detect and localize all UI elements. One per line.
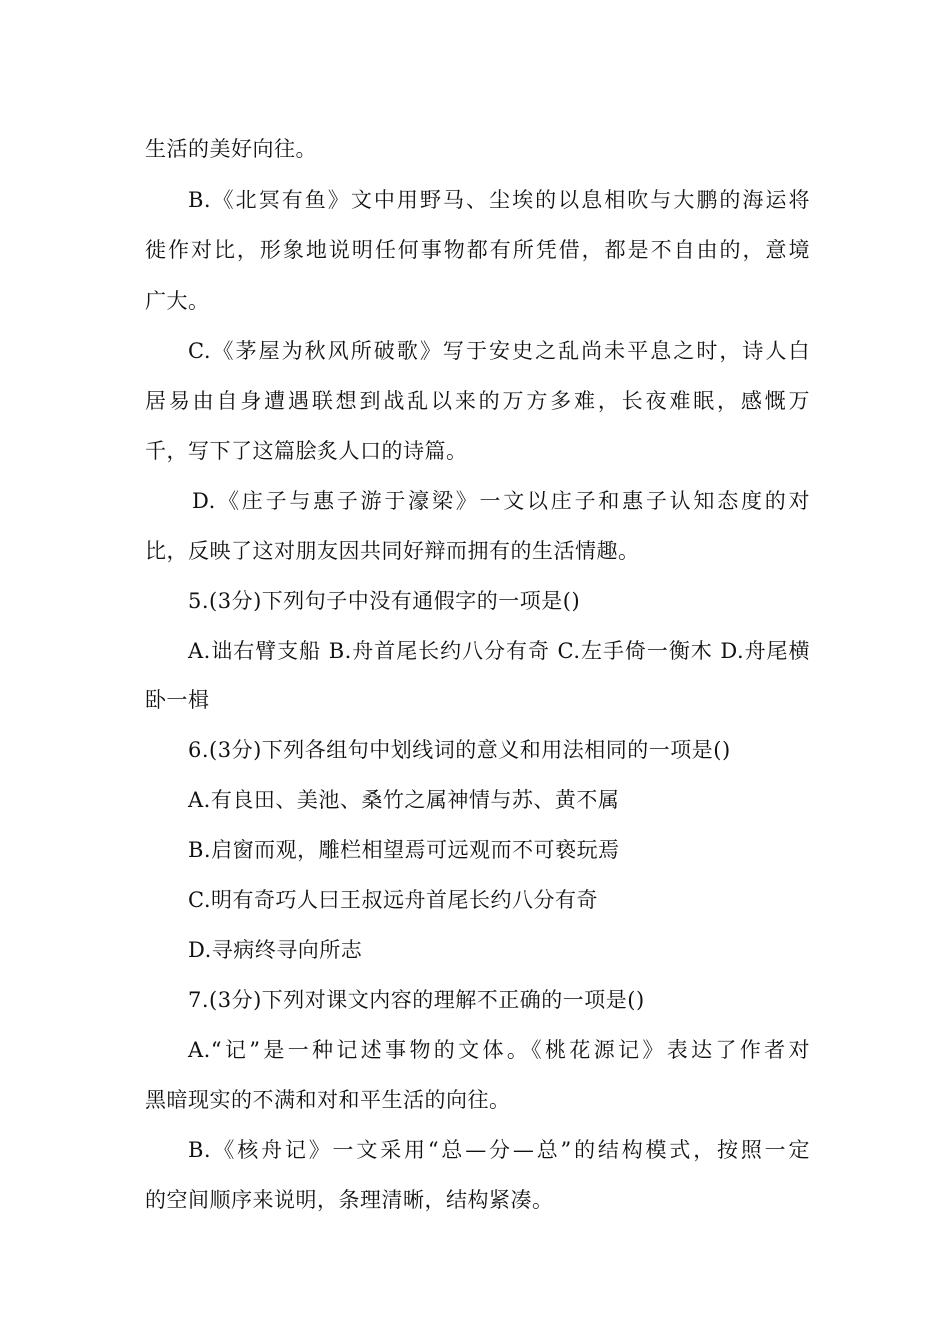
answer-option: B.《核舟记》一文采用“总—分—总”的结构模式，按照一定 [188,1138,810,1162]
answer-option: A.“记”是一种记述事物的文体。《桃花源记》表达了作者对 [188,1038,810,1062]
question-heading: 6.(3分)下列各组句中划线词的意义和用法相同的一项是() [188,738,731,762]
text-line: D.《庄子与惠子游于濠梁》一文以庄子和惠子认知态度的对 [192,489,810,513]
text-line: 广大。 [145,289,210,313]
question-heading: 5.(3分)下列句子中没有通假字的一项是() [188,589,581,613]
text-line: 卧一楫 [145,688,210,712]
text-line: 黑暗现实的不满和对和平生活的向往。 [145,1088,511,1112]
answer-option: B.启窗而观，雕栏相望焉可远观而不可亵玩焉 [188,838,620,862]
text-line: 千，写下了这篇脍炙人口的诗篇。 [145,439,468,463]
text-line: 居易由自身遭遇联想到战乱以来的万方多难，长夜难眠，感慨万 [145,389,810,413]
text-line: 徙作对比，形象地说明任何事物都有所凭借，都是不自由的，意境 [145,238,810,262]
text-line: 的空间顺序来说明，条理清晰，结构紧凑。 [145,1188,554,1212]
text-line: 生活的美好向往。 [145,137,317,161]
answer-option: C.明有奇巧人曰王叔远舟首尾长约八分有奇 [188,888,598,912]
question-heading: 7.(3分)下列对课文内容的理解不正确的一项是() [188,988,645,1012]
text-line: C.《茅屋为秋风所破歌》写于安史之乱尚未平息之时，诗人白 [188,339,810,363]
text-line: B.《北冥有鱼》文中用野马、尘埃的以息相吹与大鹏的海运将 [188,188,810,212]
answer-options: A.诎右臂支船 B.舟首尾长约八分有奇 C.左手倚一衡木 D.舟尾横 [188,639,810,663]
text-line: 比，反映了这对朋友因共同好辩而拥有的生活情趣。 [145,539,640,563]
answer-option: A.有良田、美池、桑竹之属神情与苏、黄不属 [188,788,620,812]
answer-option: D.寻病终寻向所志 [188,938,363,962]
